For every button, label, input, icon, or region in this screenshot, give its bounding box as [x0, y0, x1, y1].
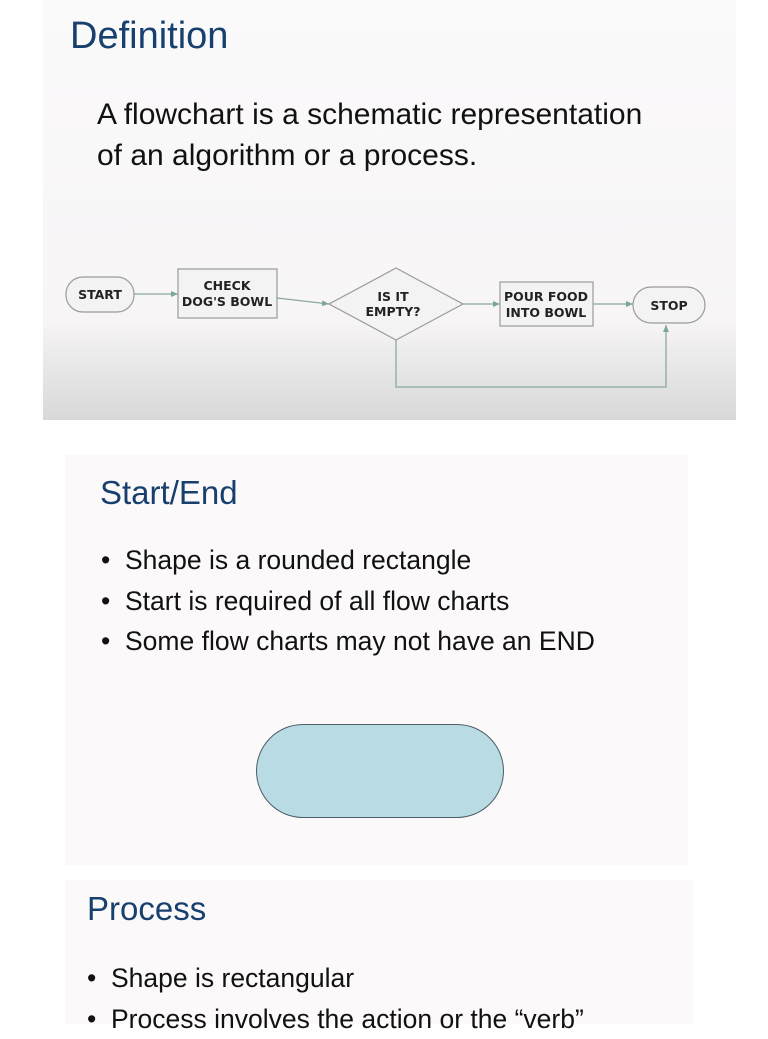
bullet-item: • Some flow charts may not have an END — [101, 621, 595, 662]
node-start-label: START — [78, 287, 122, 302]
start-end-bullet-list — [101, 540, 595, 662]
edge-decision-stop-loop — [396, 325, 666, 387]
node-check-label-1: CHECK — [203, 278, 251, 293]
node-stop-label: STOP — [650, 298, 687, 313]
edge-check-decision — [277, 298, 329, 304]
flowchart-diagram — [0, 0, 768, 430]
start-end-title: Start/End — [100, 474, 238, 512]
node-decision-label-2: EMPTY? — [366, 304, 421, 319]
bullet-item: • Shape is a rounded rectangle — [101, 540, 595, 581]
definition-line-2: of an algorithm or a process. — [97, 135, 642, 176]
bullet-item: • Process involves the action or the “verb” — [87, 999, 584, 1039]
definition-title: Definition — [70, 15, 228, 58]
node-check-label-2: DOG'S BOWL — [182, 294, 272, 309]
process-title: Process — [87, 890, 206, 928]
rounded-rectangle-shape — [256, 724, 504, 818]
bullet-item: • Start is required of all flow charts — [101, 581, 595, 622]
node-pour-label-2: INTO BOWL — [506, 305, 587, 320]
process-bullet-list — [87, 958, 584, 1039]
bullet-item: • Shape is rectangular — [87, 958, 584, 999]
node-decision-label-1: IS IT — [377, 289, 409, 304]
definition-line-1: A flowchart is a schematic representation — [97, 94, 642, 135]
node-pour-label-1: POUR FOOD — [504, 289, 588, 304]
